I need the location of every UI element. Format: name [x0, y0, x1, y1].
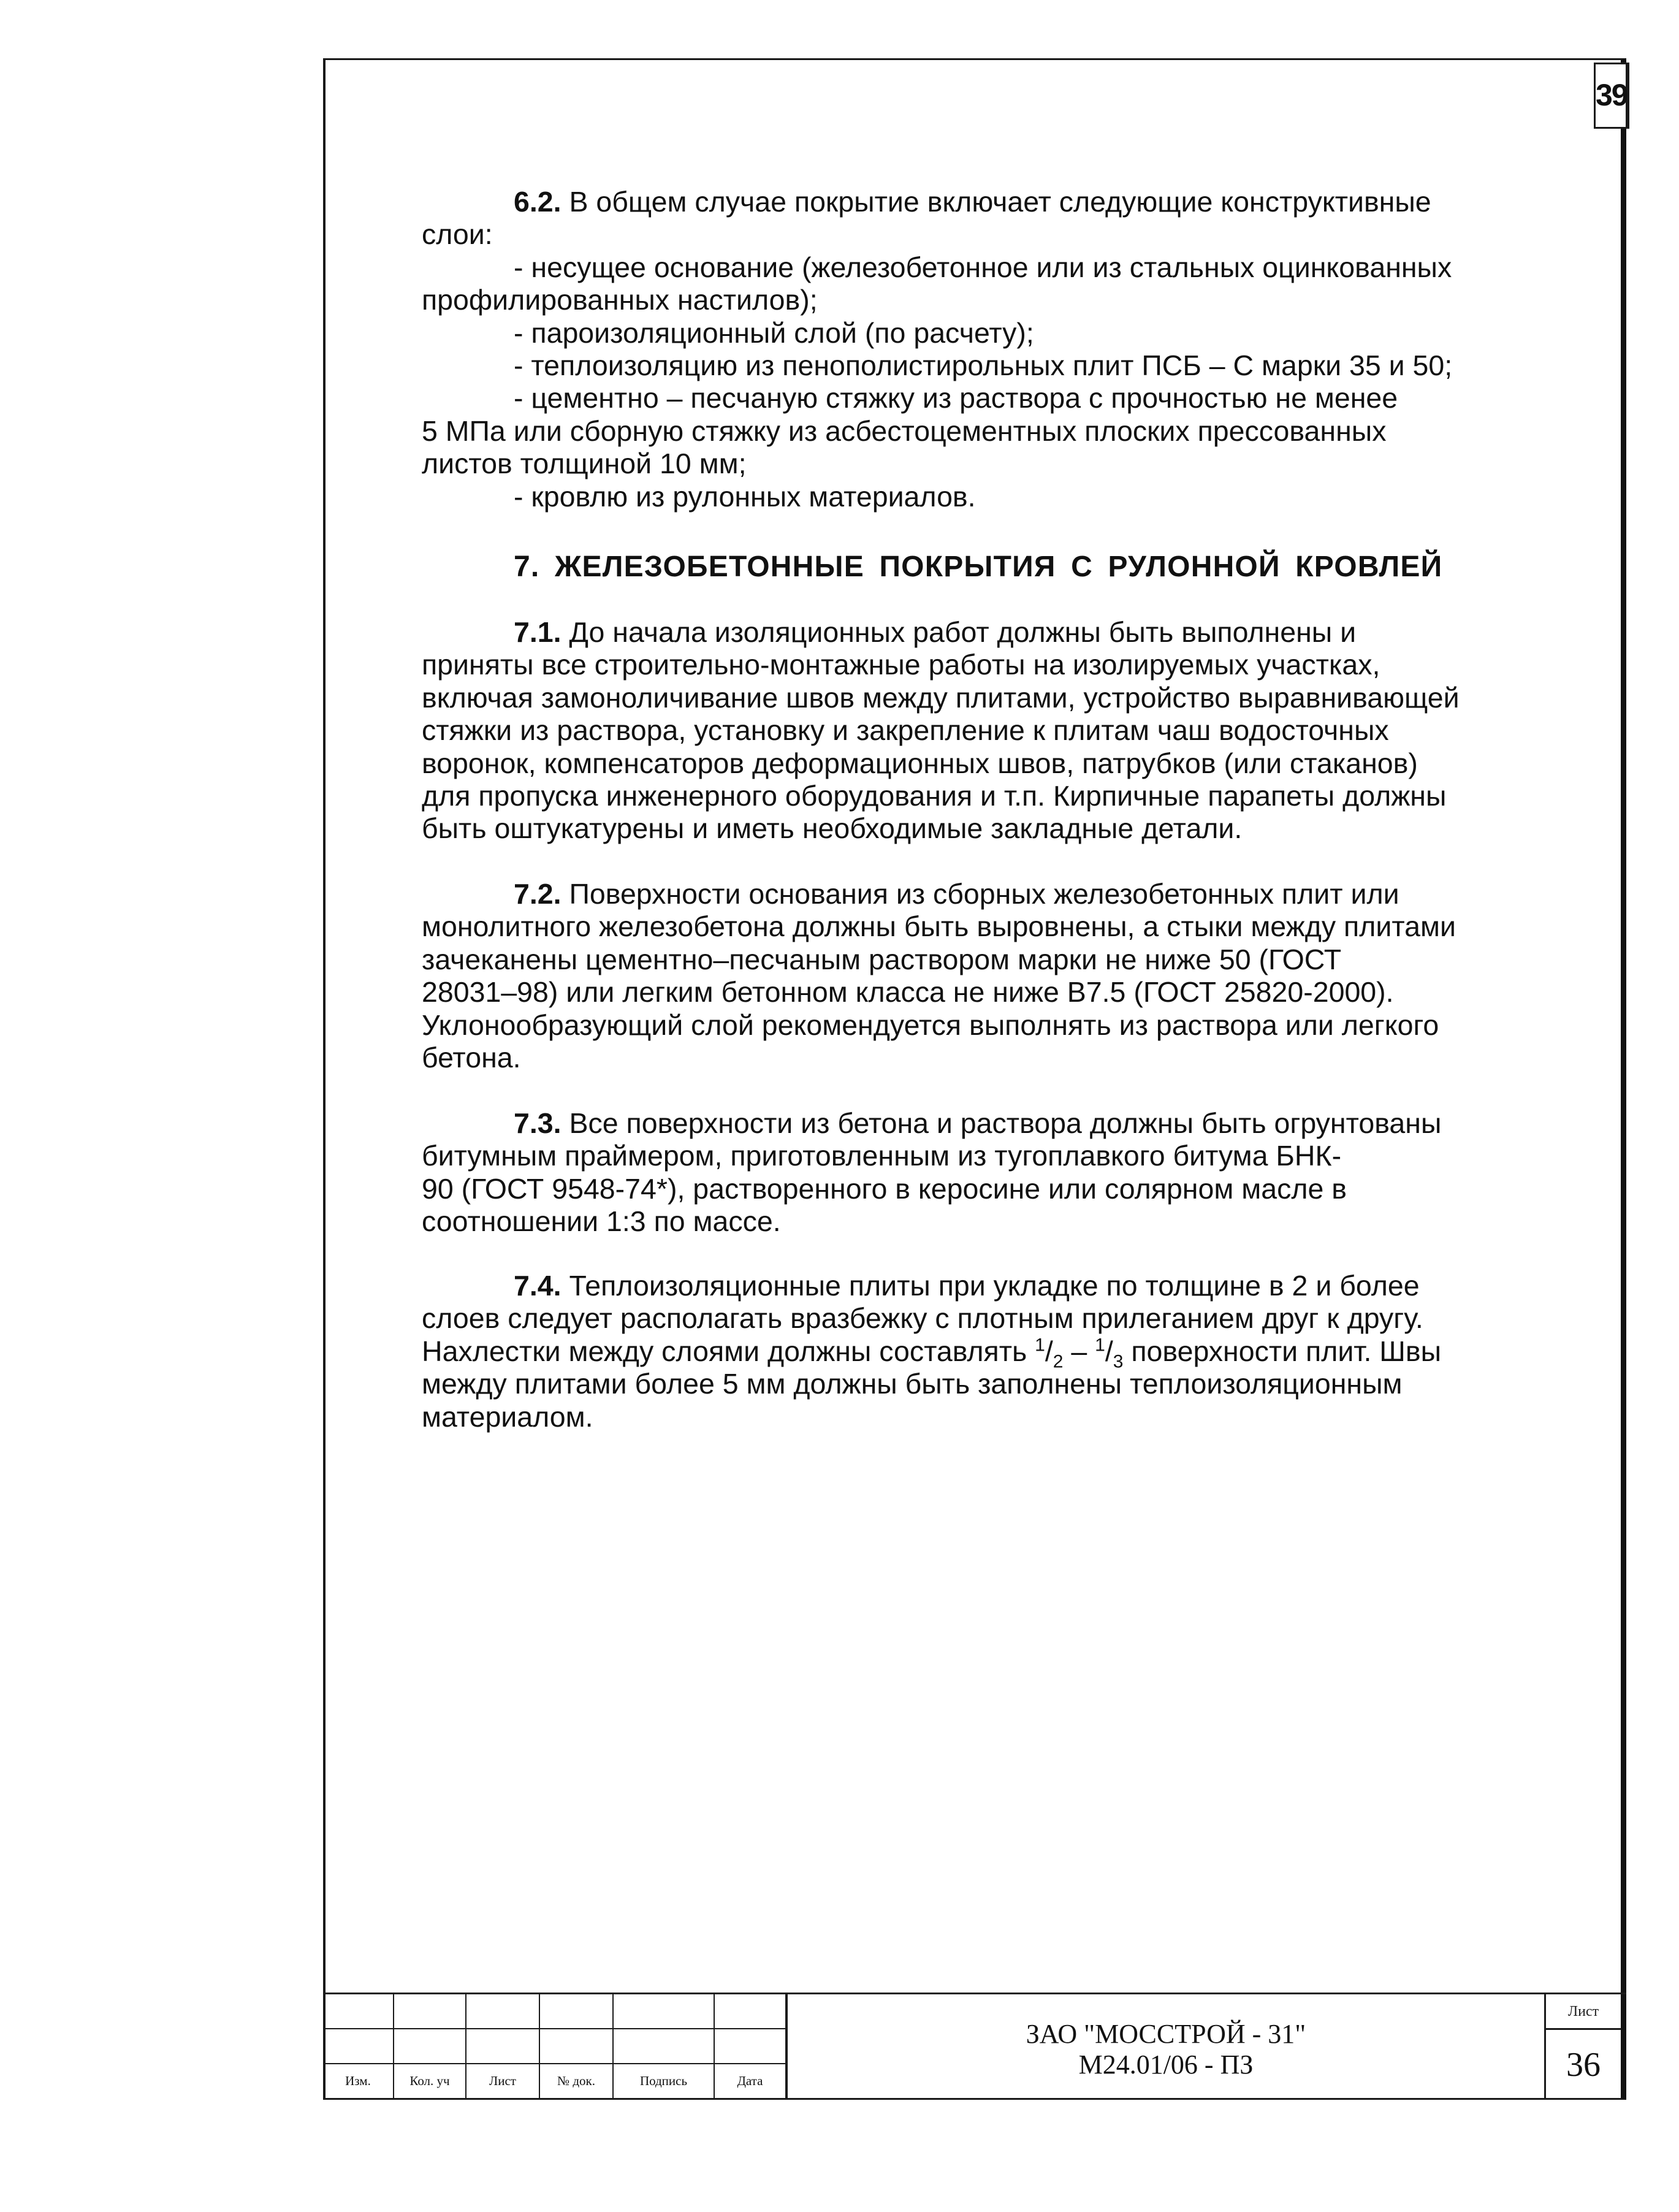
document-code: М24.01/06 - ПЗ	[1078, 2050, 1254, 2080]
p72-line-5: Уклонообразующий слой рекомендуется выполнять из раствора или легкого	[422, 1009, 1439, 1041]
p62-line-2: слои:	[422, 218, 493, 251]
p73-line-2: битумным праймером, приготовленным из тугоплавкого битума БНК-	[422, 1140, 1342, 1172]
fraction-1-denominator: 2	[1053, 1351, 1064, 1372]
p74-number: 7.4.	[514, 1270, 562, 1302]
col-label-izm: Изм.	[323, 2064, 394, 2099]
paragraph-7-2	[422, 878, 1537, 1074]
col-label-doc-no: № док.	[539, 2064, 613, 2099]
p62-item-2: - пароизоляционный слой (по расчету);	[514, 316, 1034, 349]
p72-line-4: 28031–98) или легким бетонном класса не ниже В7.5 (ГОСТ 25820-2000).	[422, 976, 1394, 1009]
revision-table	[323, 1994, 786, 2099]
fraction-2-denominator: 3	[1113, 1351, 1124, 1372]
sheet-number: 36	[1566, 2046, 1601, 2084]
p73-line-1	[422, 1107, 1537, 1140]
paragraph-6-2	[422, 186, 1537, 513]
p71-line-2: приняты все строительно-монтажные работы на изолируемых участках,	[422, 649, 1380, 681]
p71-line-4: стяжки из раствора, установку и закрепление к плитам чаш водосточных	[422, 714, 1389, 747]
p74-line-3: Нахлестки между слоями должны составлять $^1/_2 - ^1/_3$ поверхности плит. Швы	[422, 1335, 1442, 1372]
p72-line-3: зачеканены цементно–песчаным раствором марки не ниже 50 (ГОСТ	[422, 943, 1342, 975]
title-block-center	[786, 1994, 1546, 2100]
p73-line-3: 90 (ГОСТ 9548-74*), растворенного в керосине или солярном масле в	[422, 1172, 1347, 1205]
p62-item-1b: профилированных настилов);	[422, 284, 818, 316]
p71-line-1	[422, 616, 1537, 649]
p72-number: 7.2.	[514, 878, 562, 910]
col-label-list: Лист	[466, 2064, 539, 2099]
p71-line-5: воронок, компенсаторов деформационных швов, патрубков (или стаканов)	[422, 747, 1418, 779]
p73-number: 7.3.	[514, 1107, 562, 1139]
paragraph-7-3	[422, 1107, 1537, 1238]
fraction-separator: –	[1063, 1335, 1095, 1367]
paragraph-7-4	[422, 1270, 1537, 1433]
sheet-label: Лист	[1546, 1994, 1621, 2030]
p62-item-4a: - цементно – песчаную стяжку из раствора с прочностью не менее	[514, 382, 1398, 414]
p62-number: 6.2.	[514, 186, 562, 218]
company-name: ЗАО "МОССТРОЙ - 31"	[1026, 2019, 1306, 2049]
p73-line-4: соотношении 1:3 по массе.	[422, 1205, 781, 1238]
p74-text-3b: поверхности плит. Швы	[1123, 1335, 1442, 1367]
p72-text-1: Поверхности основания из сборных железобетонных плит или	[561, 878, 1399, 910]
fraction-1-numerator: 1	[1035, 1335, 1045, 1356]
paragraph-7-1	[422, 616, 1537, 845]
p71-line-3: включая замоноличивание швов между плитами, устройство выравнивающей	[422, 681, 1460, 714]
col-label-kol-uch: Кол. уч	[394, 2064, 466, 2099]
p71-number: 7.1.	[514, 616, 562, 648]
fraction-2-numerator: 1	[1095, 1335, 1105, 1356]
p62-item-3: - теплоизоляцию из пенополистирольных плит ПСБ – С марки 35 и 50;	[514, 349, 1453, 381]
p72-line-6: бетона.	[422, 1041, 521, 1074]
p71-line-7: быть оштукатурены и иметь необходимые закладные детали.	[422, 812, 1243, 845]
corner-sheet-number: 39	[1594, 63, 1629, 129]
p72-line-1	[422, 878, 1537, 910]
p74-text-1: Теплоизоляционные плиты при укладке по толщине в 2 и более	[561, 1270, 1420, 1302]
title-block	[323, 1993, 1626, 2100]
p62-item-4b: 5 МПа или сборную стяжку из асбестоцементных плоских прессованных	[422, 414, 1387, 447]
p74-line-2: слоев следует располагать вразбежку с плотным прилеганием друг к другу.	[422, 1302, 1423, 1335]
section-7-heading: 7. ЖЕЛЕЗОБЕТОННЫЕ ПОКРЫТИЯ С РУЛОННОЙ КРОВЛЕЙ	[514, 551, 1443, 583]
p74-line-4: между плитами более 5 мм должны быть заполнены теплоизоляционным	[422, 1368, 1403, 1400]
p72-line-2: монолитного железобетона должны быть выровнены, а стыки между плитами	[422, 910, 1456, 943]
p62-line-1	[422, 186, 1537, 218]
col-label-date: Дата	[714, 2064, 786, 2099]
col-label-signature: Подпись	[613, 2064, 714, 2099]
p74-text-3a: Нахлестки между слоями должны составлять	[422, 1335, 1035, 1367]
p71-text-1: До начала изоляционных работ должны быть выполнены и	[561, 616, 1357, 648]
p62-item-5: - кровлю из рулонных материалов.	[514, 480, 976, 513]
p62-text-1: В общем случае покрытие включает следующие конструктивные	[561, 186, 1431, 218]
p62-item-4c: листов толщиной 10 мм;	[422, 448, 747, 480]
p74-line-5: материалом.	[422, 1400, 593, 1433]
p74-line-1	[422, 1270, 1537, 1302]
p73-text-1: Все поверхности из бетона и раствора должны быть огрунтованы	[561, 1107, 1442, 1139]
p62-item-1a: - несущее основание (железобетонное или из стальных оцинкованных	[514, 251, 1452, 283]
p71-line-6: для пропуска инженерного оборудования и т.п. Кирпичные парапеты должны	[422, 779, 1447, 812]
